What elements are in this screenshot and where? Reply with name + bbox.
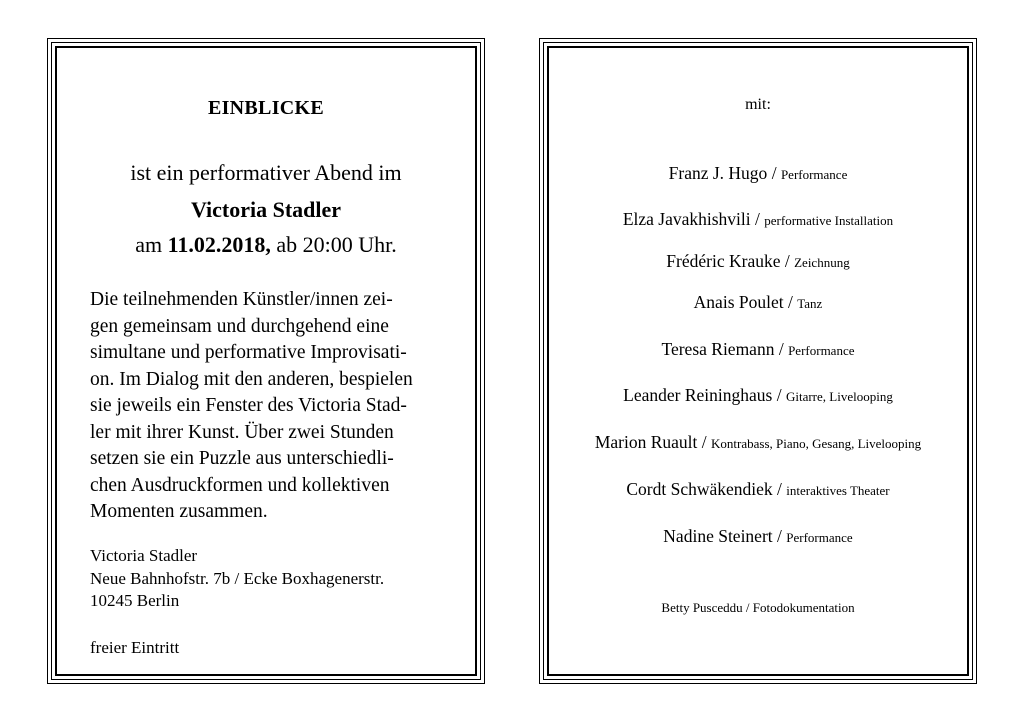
performer-entry: Nadine Steinert / Performance xyxy=(663,526,853,546)
description-line: gen gemeinsam und durchgehend eine xyxy=(90,315,389,337)
frame-innermost-line xyxy=(547,46,969,676)
performer-name: Franz J. Hugo xyxy=(668,163,768,183)
performer-role: Performance xyxy=(788,343,855,358)
performer-name: Marion Ruault xyxy=(594,432,698,452)
performer-entry: Frédéric Krauke / Zeichnung xyxy=(666,251,850,271)
description-line: chen Ausdruckformen und kollektiven xyxy=(90,474,390,496)
performer-name: Frédéric Krauke xyxy=(666,251,781,271)
performer-entry: Franz J. Hugo / Performance xyxy=(668,163,848,183)
performer-entry: Cordt Schwäkendiek / interaktives Theater xyxy=(626,479,890,499)
description-line: ler mit ihrer Kunst. Über zwei Stunden xyxy=(90,421,394,443)
date-prefix: am xyxy=(135,232,168,257)
description-line: sie jeweils ein Fenster des Victoria Stad- xyxy=(90,395,407,416)
performer-role: performative Installation xyxy=(764,213,894,228)
performer-entry: Elza Javakhishvili / performative Installation xyxy=(622,209,894,229)
documentation-credit: Betty Pusceddu / Fotodokumentation xyxy=(661,600,855,615)
performer-name: Nadine Steinert xyxy=(663,526,773,546)
description-line: setzen sie ein Puzzle aus unterschiedli- xyxy=(90,448,394,469)
address-line: Neue Bahnhofstr. 7b / Ecke Boxhagenerstr. xyxy=(90,568,385,588)
event-date-line xyxy=(48,232,484,258)
performer-entry: Anais Poulet / Tanz xyxy=(693,292,823,312)
event-date: 11.02.2018, xyxy=(167,232,271,257)
description-line: Die teilnehmenden Künstler/innen zei- xyxy=(90,289,393,310)
event-description xyxy=(90,287,460,526)
date-suffix: ab 20:00 Uhr. xyxy=(270,232,397,257)
performer-entry: Leander Reininghaus / Gitarre, Livelooping xyxy=(623,385,893,405)
description-line: Momenten zusammen. xyxy=(90,501,268,522)
event-title: EINBLICKE xyxy=(207,97,325,119)
performer-role: Tanz xyxy=(797,296,823,311)
venue-name: Victoria Stadler xyxy=(190,197,342,222)
performer-role: Performance xyxy=(780,167,848,182)
performer-entry: Teresa Riemann / Performance xyxy=(661,339,855,359)
performer-name: Elza Javakhishvili xyxy=(622,209,751,229)
performers-intro: mit: xyxy=(745,96,771,113)
performer-name: Cordt Schwäkendiek xyxy=(626,479,773,499)
performer-role: Gitarre, Livelooping xyxy=(785,389,893,404)
description-line: simultane und performative Improvisati- xyxy=(90,342,407,363)
performer-role: Performance xyxy=(786,530,853,545)
invitation-card-left xyxy=(47,38,485,684)
performer-role: Zeichnung xyxy=(794,255,850,270)
performer-name: Leander Reininghaus xyxy=(623,385,773,405)
event-intro: ist ein performativer Abend im xyxy=(130,160,402,185)
performer-name: Teresa Riemann xyxy=(661,339,775,359)
invitation-card-right xyxy=(539,38,977,684)
performer-entry: Marion Ruault / Kontrabass, Piano, Gesang, Livelooping xyxy=(594,432,922,452)
performer-role: Kontrabass, Piano, Gesang, Livelooping xyxy=(711,436,922,451)
venue-address xyxy=(90,545,384,613)
address-line: Victoria Stadler xyxy=(90,546,198,565)
description-line: on. Im Dialog mit den anderen, bespielen xyxy=(90,368,413,390)
performer-name: Anais Poulet xyxy=(693,292,784,312)
performer-role: interaktives Theater xyxy=(786,483,890,498)
address-line: 10245 Berlin xyxy=(90,591,180,610)
entry-note: freier Eintritt xyxy=(90,638,180,657)
